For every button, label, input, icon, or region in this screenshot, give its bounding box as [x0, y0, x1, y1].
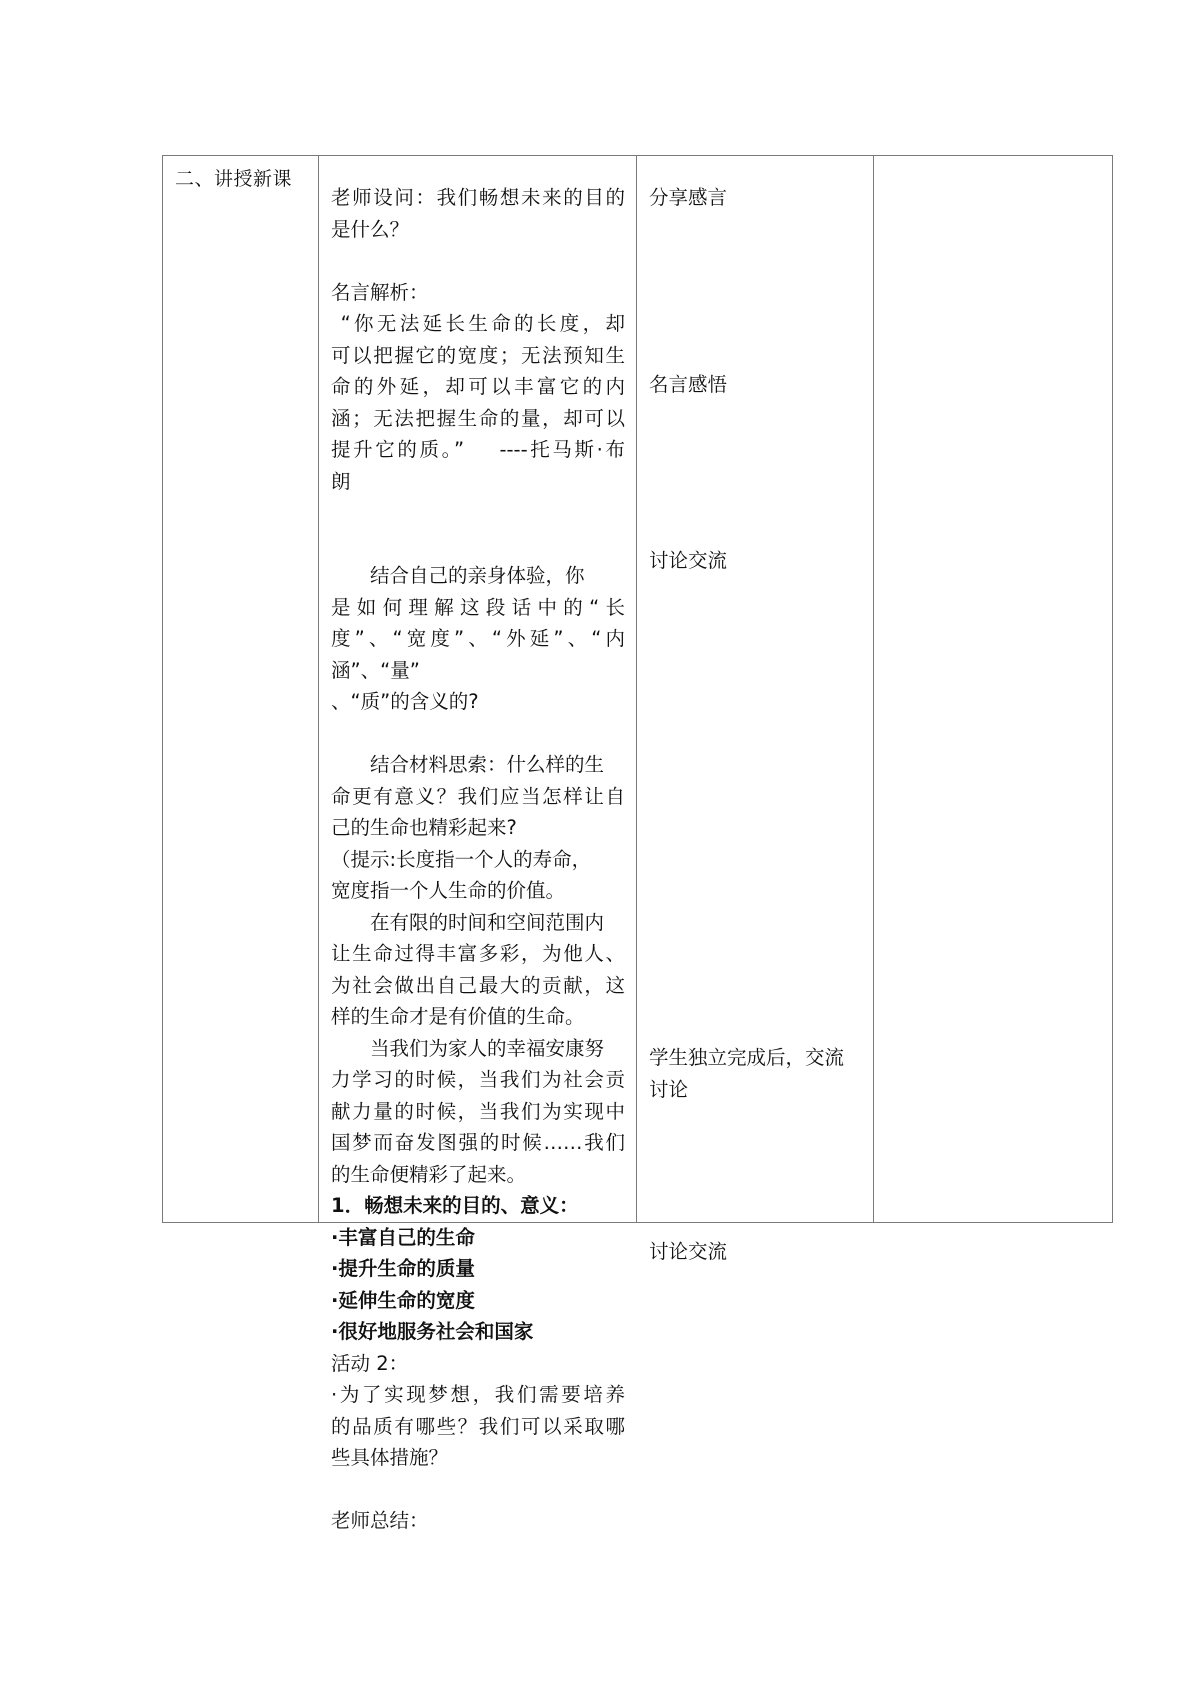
student-activity-line: 学生独立完成后，交流 [649, 1046, 845, 1069]
stage-cell [163, 156, 319, 1223]
summary-point: ·丰富自己的生命 [331, 1225, 475, 1249]
family-line: 力学习的时候，当我们为社会贡 [331, 1068, 625, 1091]
material-line: 结合材料思索：什么样的生 [370, 753, 605, 776]
student-activity-discuss-2 [649, 1236, 864, 1268]
family-line: 献力量的时候，当我们为实现中 [331, 1099, 625, 1123]
quote-line: 提升它的质。” ----托马斯·布 [331, 438, 625, 461]
quote-heading: 名言解析： [331, 280, 429, 304]
student-activity-line: 讨论交流 [649, 549, 728, 572]
student-activity-line: 名言感悟 [649, 373, 728, 396]
student-activity-line: 分享感言 [649, 186, 728, 209]
summary-point: ·提升生命的质量 [331, 1257, 475, 1280]
teacher-activity-text [331, 182, 625, 1537]
limited-line: 样的生命才是有价值的生命。 [331, 1005, 585, 1028]
limited-line: 让生命过得丰富多彩，为他人、 [331, 942, 625, 965]
limited-line: 在有限的时间和空间范围内 [370, 910, 605, 934]
teacher-question-line: 老师设问：我们畅想未来的目的 [331, 186, 625, 209]
student-activity-independent [649, 1042, 864, 1105]
conclusion-label: 老师总结： [331, 1509, 429, 1532]
hint-line: （提示:长度指一个人的寿命， [331, 847, 592, 871]
student-activity-cell [637, 156, 874, 1263]
student-activity-line: 讨论 [649, 1077, 689, 1101]
quote-line: 可以把握它的宽度；无法预知生 [331, 343, 625, 367]
reflect-line: 结合自己的亲身体验，你 [370, 564, 585, 587]
student-activity-line: 讨论交流 [649, 1240, 728, 1263]
student-activity-share [649, 182, 864, 214]
teacher-activity-cell [319, 156, 637, 1532]
activity-line: ·为了实现梦想，我们需要培养 [331, 1383, 625, 1406]
notes-content [874, 156, 1112, 1222]
summary-point: ·延伸生命的宽度 [331, 1288, 475, 1312]
quote-line: “你无法延长生命的长度，却 [331, 312, 625, 335]
quote-line: 命的外延，却可以丰富它的内 [331, 375, 625, 398]
quote-line: 涵；无法把握生命的量，却可以 [331, 406, 625, 430]
material-line: 命更有意义？我们应当怎样让自 [331, 784, 625, 808]
family-line: 当我们为家人的幸福安康努 [370, 1036, 605, 1060]
summary-point: ·很好地服务社会和国家 [331, 1320, 534, 1343]
family-line: 的生命便精彩了起来。 [331, 1162, 527, 1186]
quote-line: 朗 [331, 469, 351, 493]
hint-line: 宽度指一个人生命的价值。 [331, 879, 566, 902]
student-activity-quote [649, 369, 864, 401]
material-line: 己的生命也精彩起来? [331, 816, 517, 839]
activity-line: 的品质有哪些？我们可以采取哪 [331, 1414, 625, 1438]
reflect-line: 是如何理解这段话中的“长 [331, 595, 625, 619]
table-row [163, 156, 1113, 1223]
reflect-line: 度”、“宽度”、“外延”、“内 [331, 627, 625, 650]
reflect-line: 、“质”的含义的? [331, 690, 479, 713]
activity-line: 些具体措施？ [331, 1446, 449, 1469]
notes-cell [874, 156, 1113, 1223]
summary-heading: 1．畅想未来的目的、意义： [331, 1194, 579, 1217]
family-line: 国梦而奋发图强的时候……我们 [331, 1131, 625, 1154]
activity-heading: 活动 2： [331, 1351, 409, 1375]
limited-line: 为社会做出自己最大的贡献，这 [331, 973, 625, 997]
reflect-line: 涵”、“量” [331, 658, 420, 682]
student-activity-discuss [649, 545, 864, 577]
lesson-plan-table [162, 155, 1113, 1532]
stage-label: 二、讲授新课 [175, 168, 293, 190]
teacher-question-line: 是什么？ [331, 217, 410, 241]
